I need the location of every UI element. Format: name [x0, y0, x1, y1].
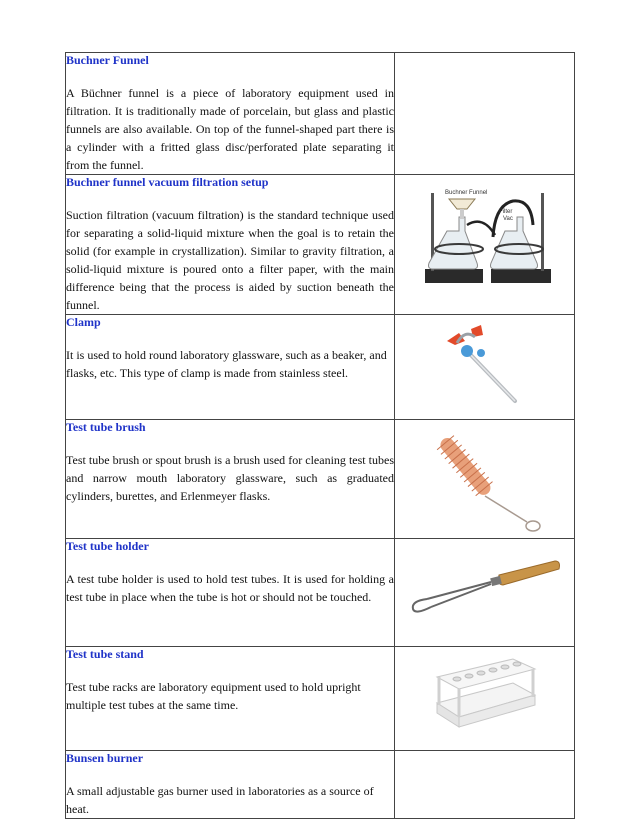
- table-row: [66, 315, 575, 420]
- row-title: Clamp: [66, 315, 101, 329]
- image-label-filter: Filter: [499, 209, 513, 215]
- clamp-image: [445, 323, 527, 407]
- table-row: [66, 647, 575, 751]
- table-row: [66, 420, 575, 539]
- row-title: Test tube stand: [66, 647, 144, 661]
- row-description: Suction filtration (vacuum filtration) is the standard technique used for separating a solid-liquid mixture when the goal is to retain the solid (for example in crystallization). Similar to gravity filtration, a solid-liquid mixture is poured onto a filter paper, with the main difference being that the process is aided by suction beneath the funnel.: [66, 208, 394, 312]
- image-cell: [395, 647, 575, 751]
- text-cell: [66, 175, 395, 315]
- row-title: Bunsen burner: [66, 751, 144, 765]
- equipment-table: [65, 52, 575, 819]
- row-description: A test tube holder is used to hold test tubes. It is used for holding a test tube in place when the tube is hot or should not be touched.: [66, 572, 394, 604]
- test-tube-brush-image: [423, 422, 553, 534]
- test-tube-holder-image: [407, 555, 561, 619]
- text-cell: [66, 315, 395, 420]
- row-description: It is used to hold round laboratory glassware, such as a beaker, and flasks, etc. This type of clamp is made from stainless steel.: [66, 348, 387, 380]
- text-cell: [66, 420, 395, 539]
- table-row: [66, 175, 575, 315]
- image-cell: [395, 539, 575, 647]
- row-description: A small adjustable gas burner used in laboratories as a source of heat.: [66, 784, 374, 816]
- table-row: [66, 751, 575, 819]
- vacuum-filtration-setup-image: [423, 185, 553, 285]
- table-row: [66, 53, 575, 175]
- text-cell: [66, 751, 395, 819]
- row-title: Test tube brush: [66, 420, 146, 434]
- row-description: Test tube racks are laboratory equipment used to hold upright multiple test tubes at the same time.: [66, 680, 361, 712]
- image-cell: [395, 175, 575, 315]
- image-cell: [395, 315, 575, 420]
- image-cell-empty: [395, 751, 575, 819]
- image-label-vac: Vac: [503, 216, 513, 222]
- image-cell-empty: [395, 53, 575, 175]
- test-tube-stand-image: [431, 655, 541, 735]
- image-label-funnel: Buchner Funnel: [445, 190, 488, 196]
- text-cell: [66, 647, 395, 751]
- image-cell: [395, 420, 575, 539]
- row-description: A Büchner funnel is a piece of laboratory equipment used in filtration. It is traditionally made of porcelain, but glass and plastic funnels are also available. On top of the funnel-shaped part there is a cylinder with a fritted glass disc/perforated plate separating it from the funnel.: [66, 86, 394, 172]
- text-cell: [66, 53, 395, 175]
- table-row: [66, 539, 575, 647]
- text-cell: [66, 539, 395, 647]
- row-title: Buchner funnel vacuum filtration setup: [66, 175, 269, 189]
- row-title: Buchner Funnel: [66, 53, 149, 67]
- row-title: Test tube holder: [66, 539, 149, 553]
- row-description: Test tube brush or spout brush is a brush used for cleaning test tubes and narrow mouth laboratory glassware, such as graduated cylinders, burettes, and Erlenmeyer flasks.: [66, 453, 394, 503]
